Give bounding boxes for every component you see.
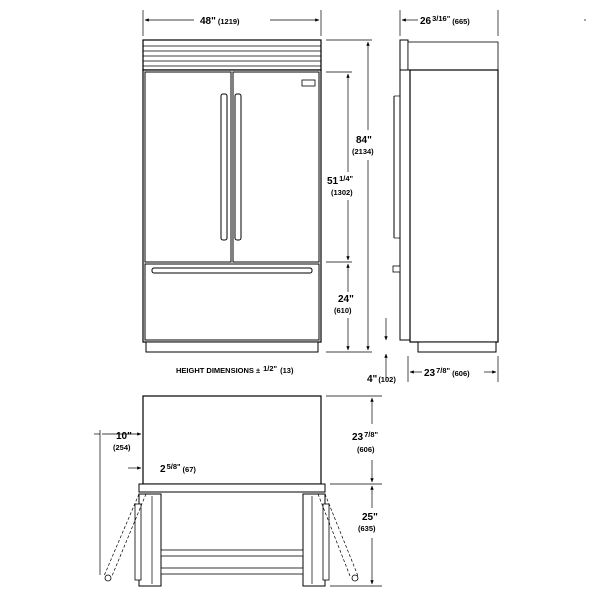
side-grille	[400, 40, 408, 70]
right-door-handle	[235, 94, 241, 240]
plan-case-mm: (606)	[357, 445, 375, 454]
freezer-drawer	[145, 264, 319, 340]
toe-kick	[146, 342, 318, 352]
right-door	[233, 72, 319, 262]
left-door-handle	[221, 94, 227, 240]
upper-height-label: $51^{1/4"}$	[327, 174, 354, 187]
lower-height-label: 24"	[338, 294, 354, 305]
lower-height-mm: (610)	[334, 306, 352, 315]
side-door	[400, 70, 410, 340]
side-case-label: $23^{7/8"}$ $_{(606)}$	[424, 366, 470, 379]
clearance-label: 10"	[116, 431, 132, 442]
door-swing-label: 25"	[362, 512, 378, 523]
door-swing-mm: (635)	[358, 524, 376, 533]
grille	[143, 40, 321, 70]
drawer-handle	[152, 268, 312, 273]
height-tolerance-note: HEIGHT DIMENSIONS ± 1/2" (13)	[176, 364, 294, 375]
upper-height-mm: (1302)	[331, 188, 353, 197]
total-height-mm: (2134)	[352, 147, 374, 156]
side-cabinet	[410, 70, 498, 342]
side-view	[367, 10, 586, 385]
side-base	[418, 342, 496, 352]
clearance-mm: (254)	[113, 443, 131, 452]
plan-door-front	[139, 484, 325, 492]
side-grille-top	[408, 42, 498, 70]
front-view	[143, 10, 374, 375]
left-door	[145, 72, 231, 262]
plan-right-door	[303, 494, 325, 586]
total-height-label: 84"	[356, 135, 372, 146]
side-depth-label: $26^{3/16"}$ $_{(665)}$	[420, 14, 470, 27]
offset-label: $2^{5/8"}$ $_{(67)}$	[160, 462, 196, 475]
front-width-label: 48" (1219)	[200, 16, 240, 27]
plan-left-door	[139, 494, 161, 586]
base-height-label: 4"(102)	[367, 374, 396, 385]
plan-view	[94, 396, 382, 586]
brand-badge	[302, 80, 315, 86]
plan-case-label: $23^{7/8"}$	[352, 430, 379, 443]
